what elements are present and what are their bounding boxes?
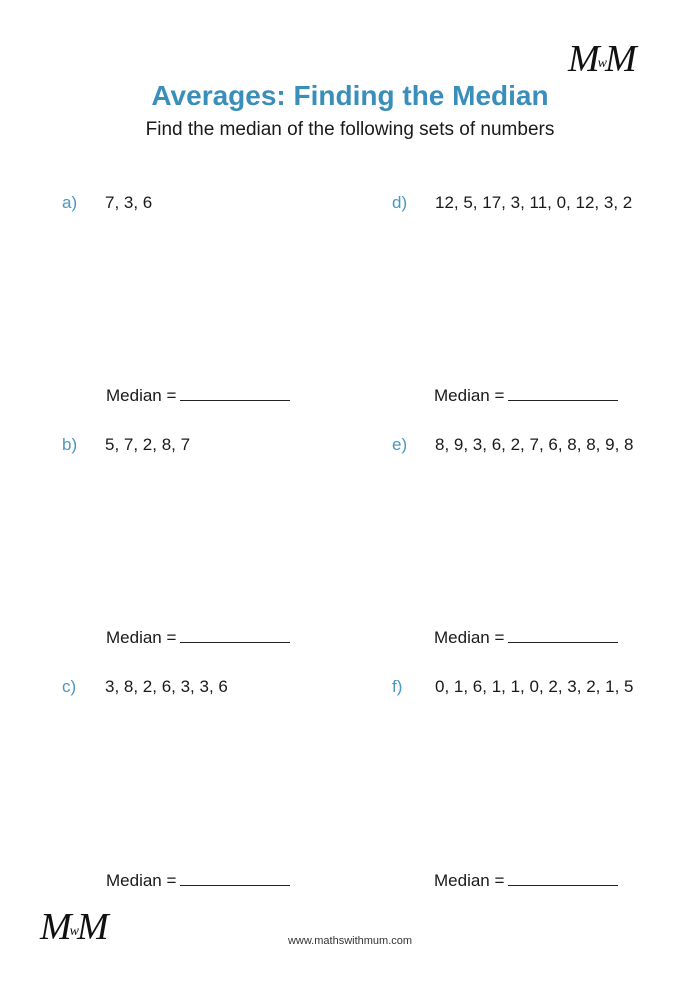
answer-blank[interactable] — [180, 871, 290, 886]
logo-letter: M — [568, 38, 600, 80]
answer-c — [106, 871, 290, 891]
question-label: b) — [62, 435, 78, 454]
answer-blank[interactable] — [180, 386, 290, 401]
number-set: 7, 3, 6 — [105, 193, 153, 212]
logo-letter: M — [605, 38, 637, 80]
answer-e — [434, 628, 618, 648]
mwm-logo — [568, 40, 637, 78]
logo-letter: w — [597, 56, 607, 71]
answer-blank[interactable] — [508, 871, 618, 886]
logo-letter: w — [69, 924, 79, 939]
answer-blank[interactable] — [508, 386, 618, 401]
number-set: 5, 7, 2, 8, 7 — [105, 435, 191, 454]
question-label: d) — [392, 193, 408, 212]
answer-label: Median = — [106, 628, 177, 647]
answer-blank[interactable] — [508, 628, 618, 643]
answer-d — [434, 386, 618, 406]
footer-url: www.mathswithmum.com — [287, 935, 413, 947]
question-label: f) — [392, 677, 403, 696]
question-label: a) — [62, 193, 78, 212]
number-set: 8, 9, 3, 6, 2, 7, 6, 8, 8, 9, 8 — [435, 435, 634, 454]
answer-f — [434, 871, 618, 891]
answer-label: Median = — [106, 386, 177, 405]
answer-blank[interactable] — [180, 628, 290, 643]
answer-label: Median = — [434, 386, 505, 405]
answer-b — [106, 628, 290, 648]
answer-label: Median = — [106, 871, 177, 890]
number-set: 3, 8, 2, 6, 3, 3, 6 — [105, 677, 228, 696]
question-label: e) — [392, 435, 408, 454]
logo-letter: M — [40, 906, 72, 948]
answer-label: Median = — [434, 871, 505, 890]
question-label: c) — [62, 677, 77, 696]
number-set: 0, 1, 6, 1, 1, 0, 2, 3, 2, 1, 5 — [435, 677, 634, 696]
number-set: 12, 5, 17, 3, 11, 0, 12, 3, 2 — [435, 193, 633, 212]
answer-a — [106, 386, 290, 406]
page-title: Averages: Finding the Median — [151, 80, 549, 111]
logo-letter: M — [77, 906, 109, 948]
answer-label: Median = — [434, 628, 505, 647]
instructions: Find the median of the following sets of numbers — [145, 119, 555, 140]
